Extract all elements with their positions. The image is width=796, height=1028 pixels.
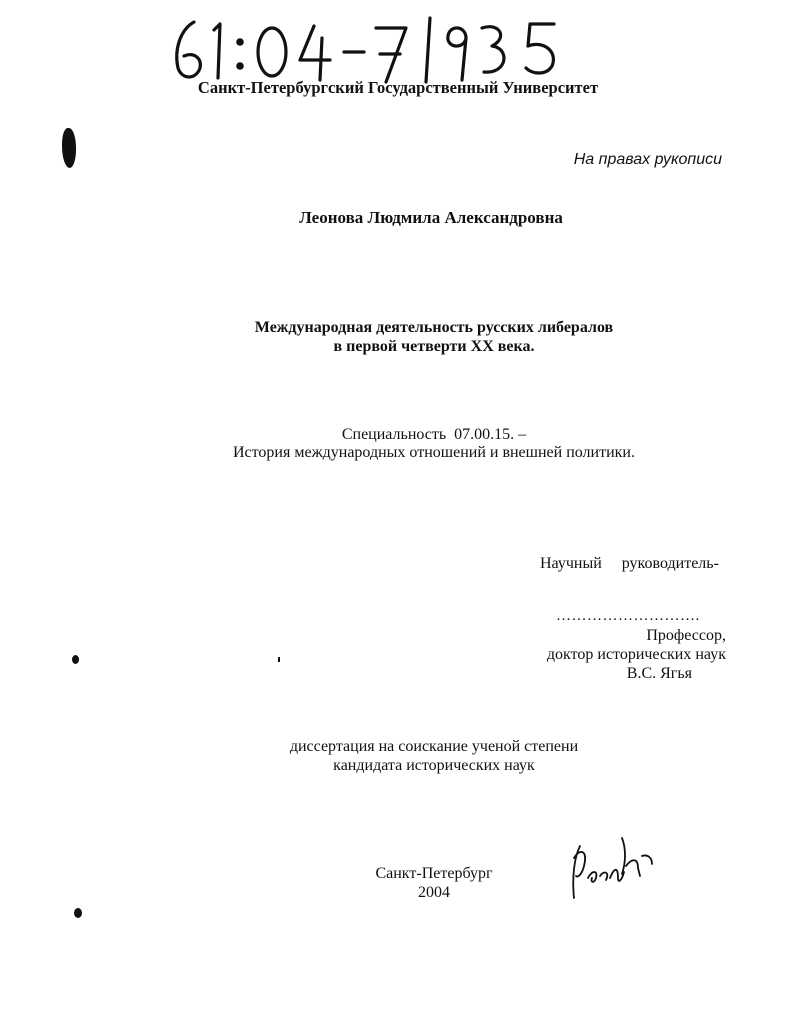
city: Санкт-Петербург [375,865,493,882]
specialty-line-1: Специальность 07.00.15. – [341,426,527,443]
specialty-line-2: История международных отношений и внешней политики. [232,444,635,461]
rights-note: На правах рукописи [573,151,722,168]
city-year [0,864,796,902]
author-name: Леонова Людмила Александровна [299,208,563,227]
supervisor-name: В.С. Ягья [626,665,692,682]
signature-line: ………………………. [556,608,700,624]
scan-speck-bottom [74,908,82,918]
scan-speck-middle [72,655,79,664]
university-name: Санкт-Петербургский Государственный Университет [197,78,599,97]
supervisor-rank: Профессор, [646,627,726,644]
scan-speck-small [278,657,280,662]
handwritten-archive-code [160,8,580,88]
scan-speck-top [62,128,76,168]
title-line-2: в первой четверти XX века. [333,338,535,355]
title-line-1: Международная деятельность русских либералов [254,319,614,336]
degree-line-1: диссертация на соискание ученой степени [289,738,579,755]
supervisor-degree: доктор исторических наук [546,646,726,663]
degree-statement [0,737,796,775]
supervisor-block [547,626,726,683]
specialty [0,426,796,462]
degree-line-2: кандидата исторических наук [333,757,535,774]
dissertation-title [0,318,796,356]
year: 2004 [418,884,450,901]
supervisor-label: Научный руководитель- [540,555,719,572]
